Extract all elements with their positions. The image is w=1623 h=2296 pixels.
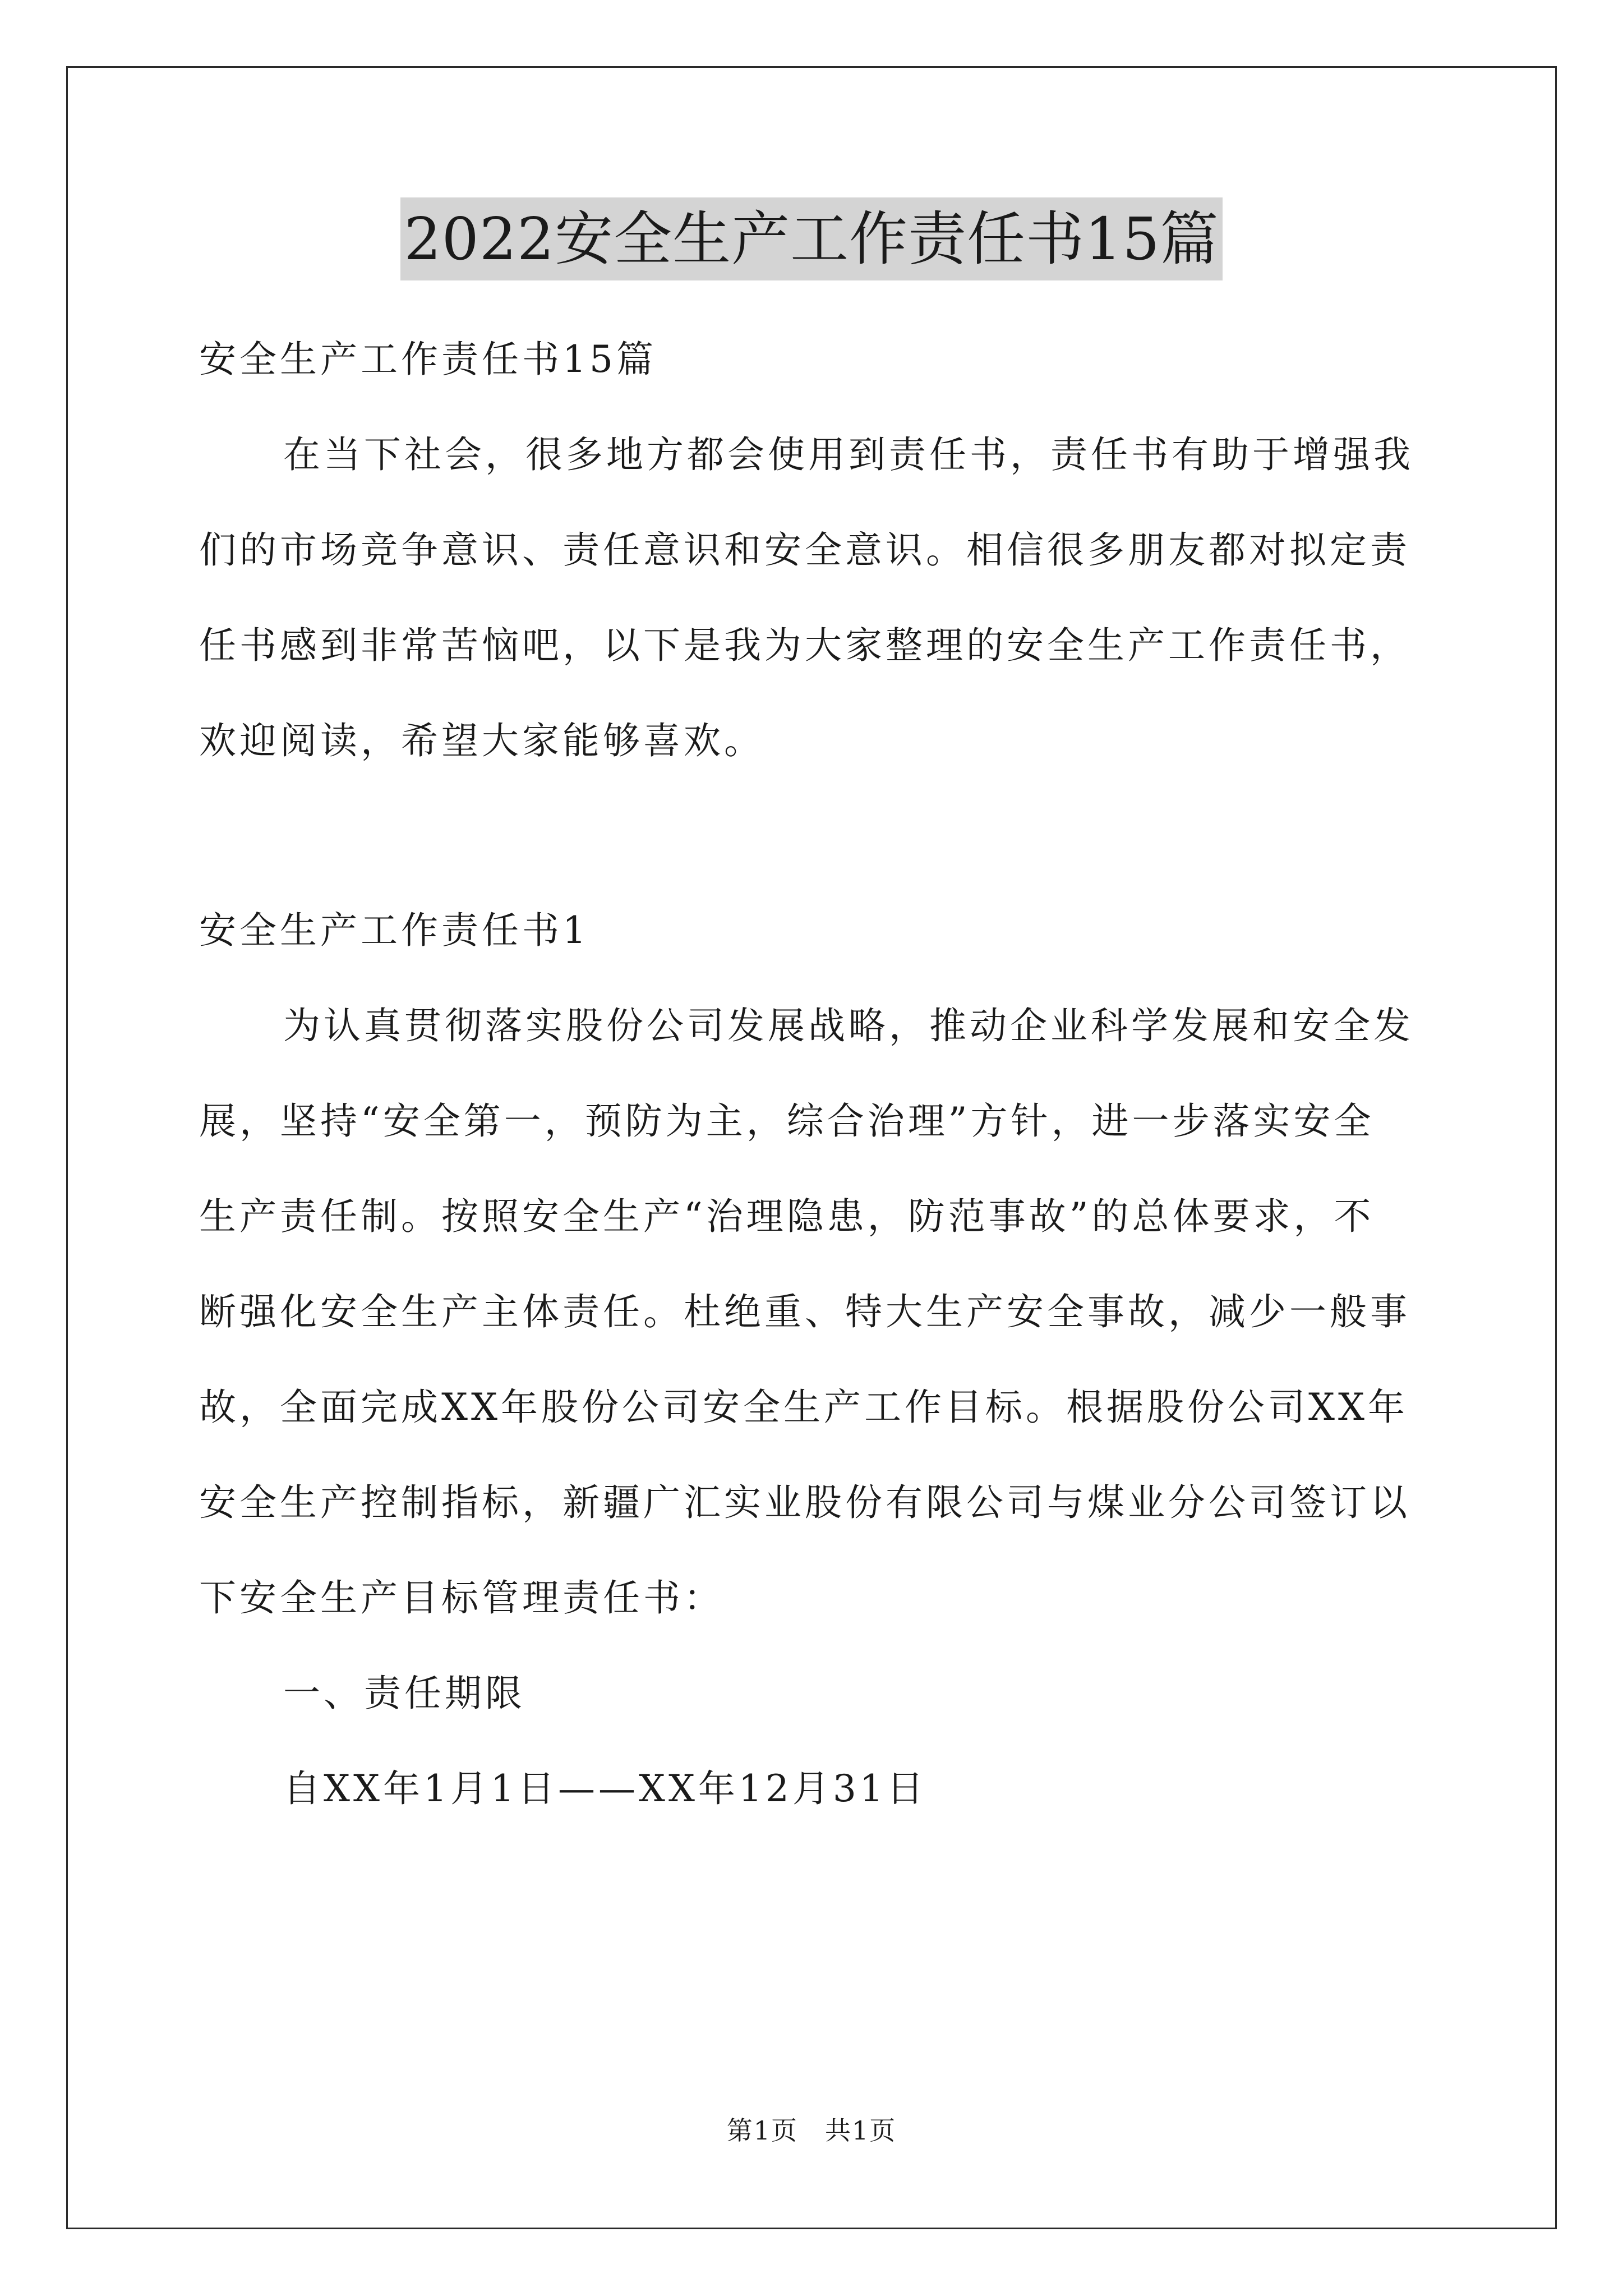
section-line: 为认真贯彻落实股份公司发展战略，推动企业科学发展和安全发: [283, 1004, 1414, 1047]
section-line: 安全生产控制指标，新疆广汇实业股份有限公司与煤业分公司签订以: [199, 1481, 1410, 1524]
section-line: 断强化安全生产主体责任。杜绝重、特大生产安全事故，减少一般事: [199, 1290, 1410, 1333]
section-line: 故，全面完成XX年股份公司安全生产工作目标。根据股份公司XX年: [199, 1386, 1408, 1429]
intro-line: 欢迎阅读，希望大家能够喜欢。: [199, 719, 764, 762]
section-line: 下安全生产目标管理责任书：: [199, 1576, 724, 1619]
document-body: [199, 312, 1433, 1837]
item-heading: 一、责任期限: [283, 1672, 525, 1715]
intro-paragraph: [199, 407, 1433, 789]
intro-line: 在当下社会，很多地方都会使用到责任书，责任书有助于增强我: [283, 433, 1414, 476]
intro-line: 们的市场竞争意识、责任意识和安全意识。相信很多朋友都对拟定责: [199, 528, 1410, 572]
spacer: [199, 789, 1433, 883]
section-line: 展，坚持“安全第一，预防为主，综合治理”方针，进一步落实安全: [199, 1099, 1375, 1143]
item-text: 自XX年1月1日——XX年12月31日: [283, 1767, 927, 1810]
title-container: [0, 197, 1623, 280]
section-line: 生产责任制。按照安全生产“治理隐患，防范事故”的总体要求，不: [199, 1195, 1375, 1238]
page-footer: 第1页 共1页: [726, 2115, 897, 2146]
section-heading: 安全生产工作责任书1: [199, 909, 589, 952]
document-subtitle: 安全生产工作责任书15篇: [199, 338, 657, 381]
intro-line: 任书感到非常苦恼吧，以下是我为大家整理的安全生产工作责任书，: [199, 624, 1410, 667]
document-title: 2022安全生产工作责任书15篇: [400, 197, 1222, 280]
section-paragraph: [199, 978, 1433, 1646]
